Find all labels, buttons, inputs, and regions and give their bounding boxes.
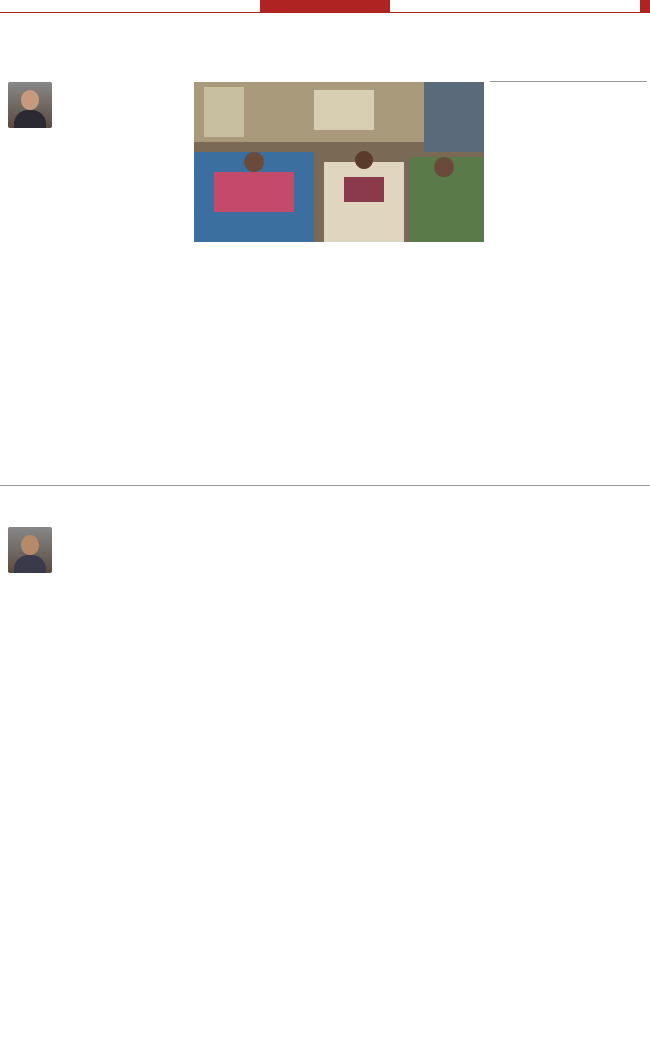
article-divider [0,485,650,486]
header-rule [0,12,650,13]
article2-author [3,527,57,575]
article1-col2 [194,246,286,480]
author-bio [490,81,647,83]
author-photo [8,82,52,128]
article1-col4 [388,246,484,480]
article1-col1 [3,150,188,480]
author-photo [8,527,52,573]
article2-col3 [265,525,360,862]
article2-col1 [3,596,160,862]
page-number [640,0,650,12]
section-label [260,0,390,12]
article1-col3 [291,246,383,480]
article1-col5 [490,80,647,480]
hospital-photo [194,82,484,242]
article2-col1-top [60,525,160,595]
page-header [0,0,650,12]
article2-col2 [165,525,260,862]
article1-col1-top [60,80,188,150]
article1-author [3,82,57,130]
